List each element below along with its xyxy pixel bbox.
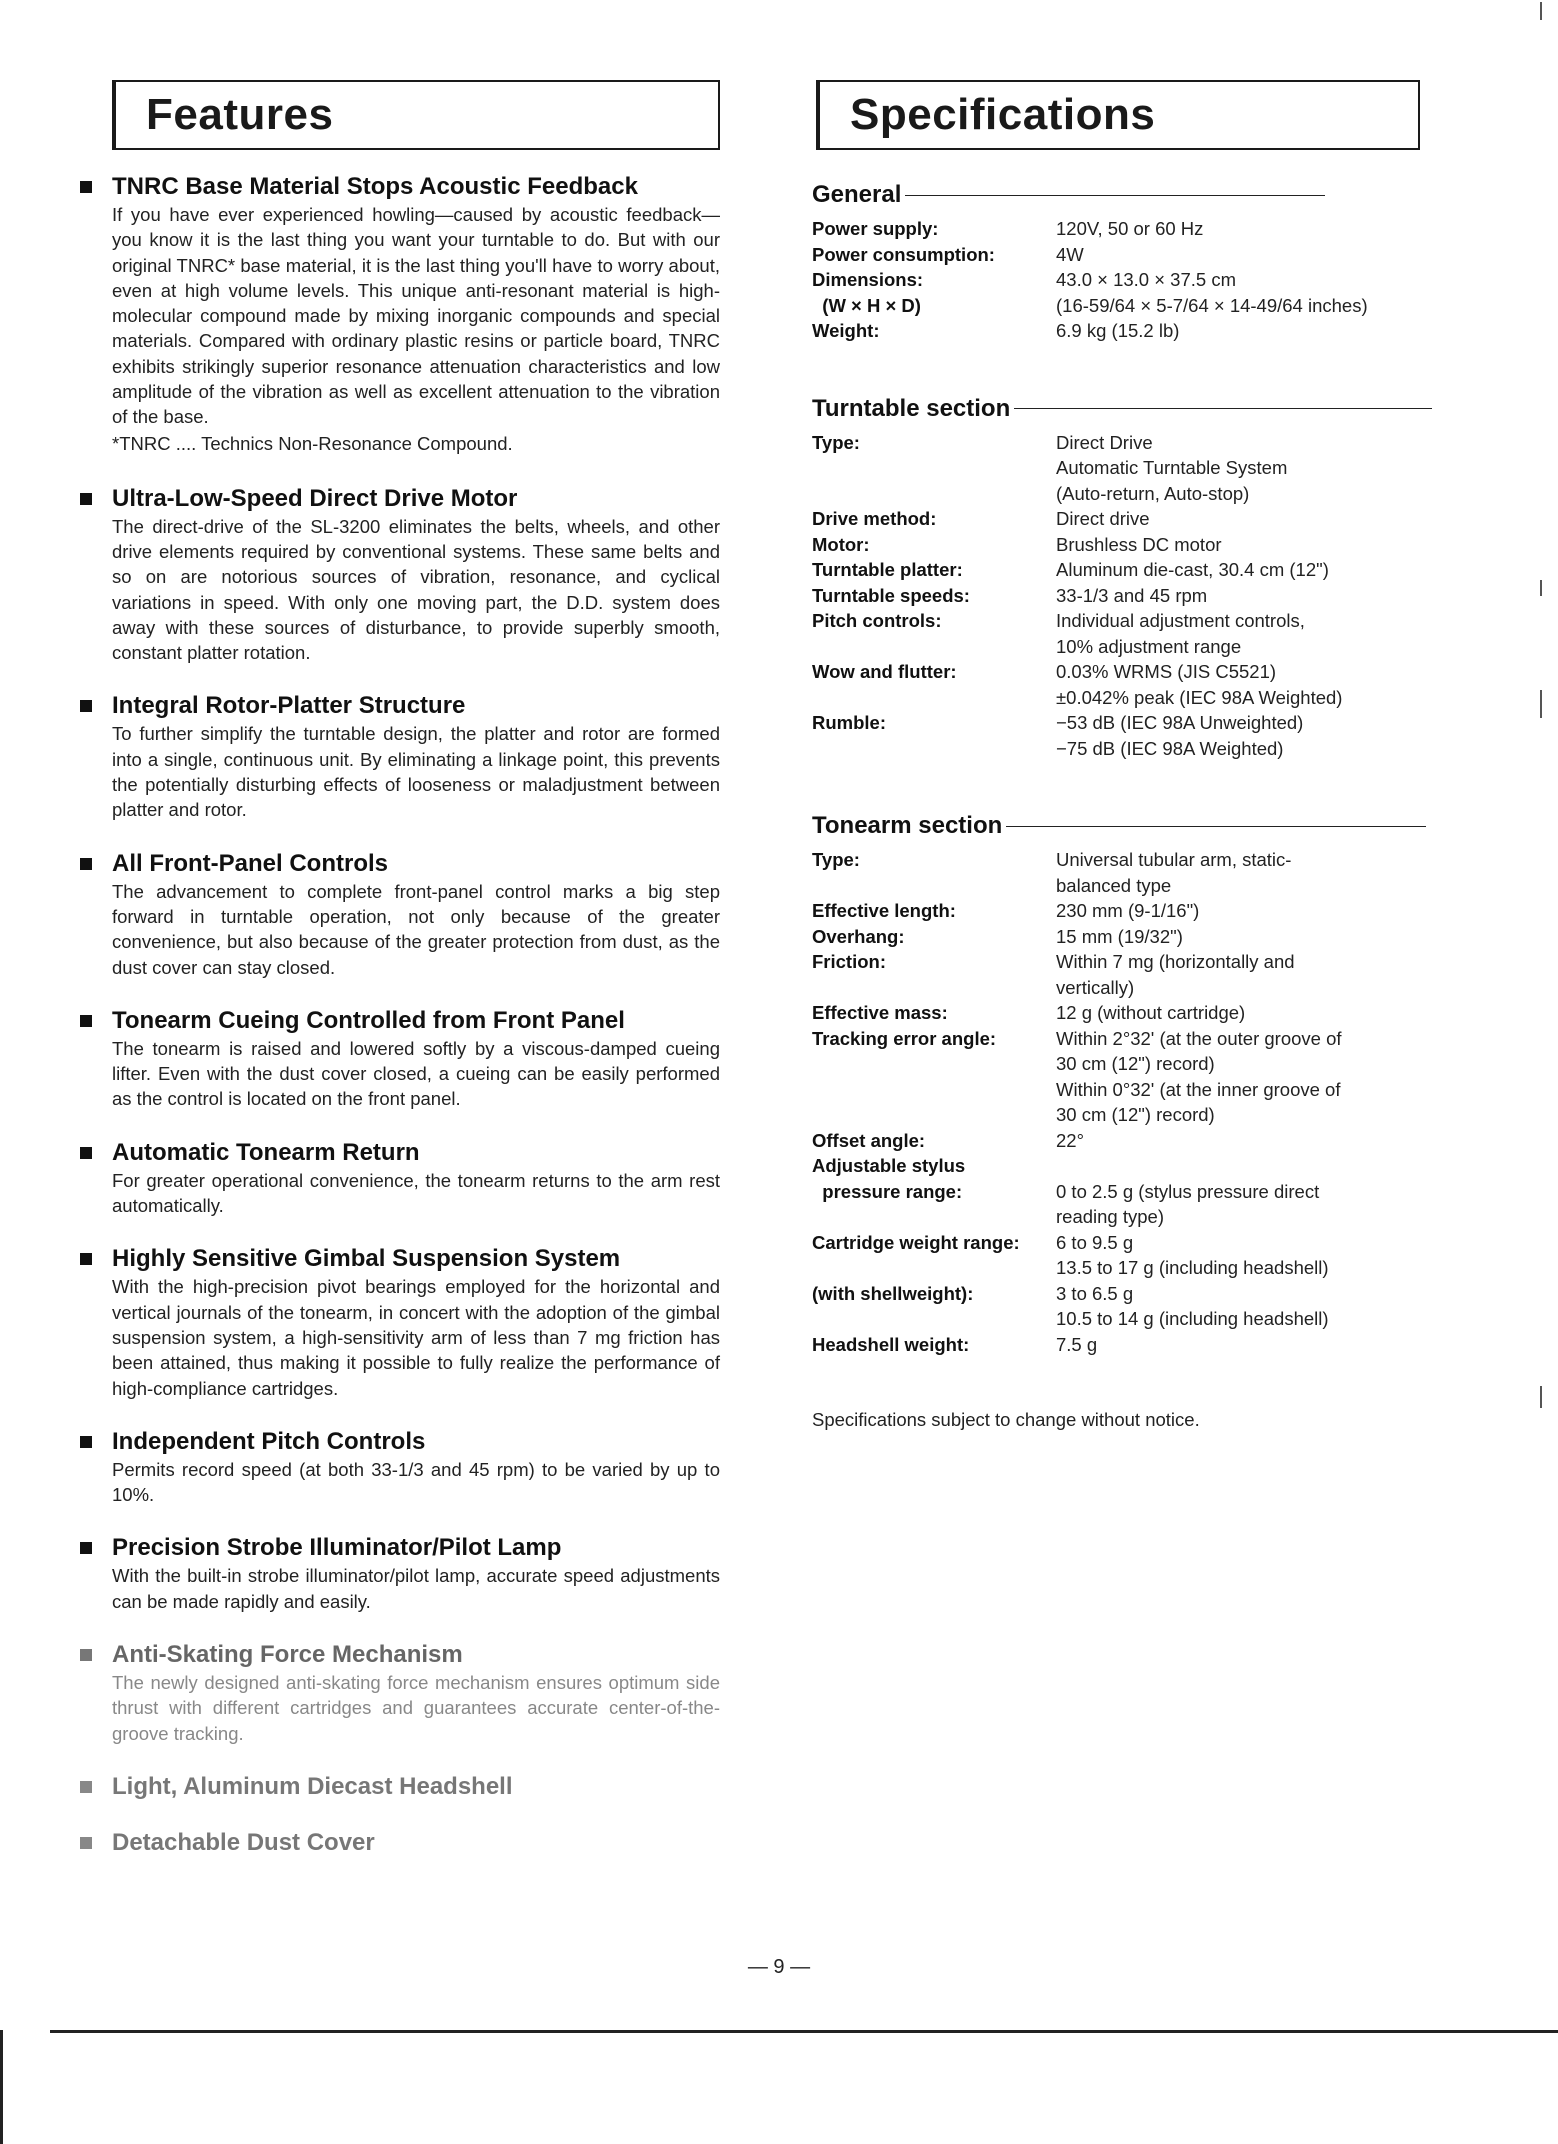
- spec-value: [1056, 847, 1432, 898]
- features-title: Features: [146, 90, 334, 139]
- spec-label: Drive method:: [812, 508, 937, 529]
- spec-label: Wow and flutter:: [812, 661, 957, 682]
- scan-mark: [1540, 2, 1542, 20]
- bullet-icon: [80, 1837, 92, 1849]
- scan-mark: [1540, 690, 1542, 718]
- spec-row: [812, 430, 1432, 507]
- spec-section-header: [812, 811, 1432, 841]
- feature-item: [80, 1640, 720, 1746]
- feature-item: [80, 1138, 720, 1219]
- feature-title: Ultra-Low-Speed Direct Drive Motor: [112, 484, 518, 512]
- bullet-icon: [80, 1649, 92, 1661]
- spec-label: Power supply:: [812, 218, 939, 239]
- spec-label: Power consumption:: [812, 243, 995, 265]
- bullet-icon: [80, 493, 92, 505]
- spec-row: [812, 1128, 1432, 1154]
- spec-row: [812, 1179, 1432, 1230]
- spec-value: [1056, 1026, 1432, 1128]
- feature-title: Integral Rotor-Platter Structure: [112, 692, 466, 720]
- spec-section: [812, 811, 1432, 1357]
- spec-value-line: 43.0 × 13.0 × 37.5 cm: [1056, 269, 1236, 290]
- spec-value-line: 0.03% WRMS (JIS C5521): [1056, 661, 1277, 682]
- feature-body: With the built-in strobe illuminator/pilot lamp, accurate speed adjustments can be made rapidly and easily.: [112, 1565, 720, 1612]
- feature-item: [80, 691, 720, 822]
- spec-label: Headshell weight:: [812, 1333, 970, 1355]
- spec-row: [812, 216, 1432, 242]
- spec-label: Dimensions:: [812, 269, 924, 290]
- feature-item: [80, 849, 720, 980]
- spec-label: Pitch controls:: [812, 610, 942, 631]
- spec-value-line: Within 2°32' (at the outer groove of: [1056, 1027, 1342, 1049]
- feature-body: Permits record speed (at both 33-1/3 and 45 rpm) to be varied by up to 10%.: [112, 1458, 720, 1506]
- bullet-icon: [80, 1542, 92, 1554]
- feature-item: [80, 1427, 720, 1508]
- spec-value-line: Brushless DC motor: [1056, 533, 1222, 555]
- spec-value-line: Automatic Turntable System: [1056, 457, 1288, 478]
- spec-row: [812, 1026, 1432, 1128]
- spec-value: [1056, 949, 1432, 1000]
- spec-row: [812, 318, 1432, 344]
- spec-value-line: (16-59/64 × 5-7/64 × 14-49/64 inches): [1056, 294, 1368, 316]
- spec-value-line: 6.9 kg (15.2 lb): [1056, 320, 1180, 341]
- spec-label: Rumble:: [812, 712, 886, 733]
- spec-row: [812, 847, 1432, 898]
- feature-item: [80, 172, 720, 458]
- spec-row: [812, 608, 1432, 659]
- spec-value: [1056, 216, 1432, 242]
- feature-title: Anti-Skating Force Mechanism: [112, 1640, 463, 1668]
- spec-row: [812, 659, 1432, 710]
- spec-value: [1056, 710, 1432, 761]
- feature-item: [80, 1772, 720, 1802]
- feature-item: [80, 1828, 720, 1858]
- spec-section: [812, 180, 1432, 344]
- spec-row: [812, 710, 1432, 761]
- spec-section-title: Tonearm section: [812, 812, 1003, 839]
- bullet-icon: [80, 1015, 92, 1027]
- spec-value-line: 33-1/3 and 45 rpm: [1056, 584, 1208, 606]
- spec-label: Overhang:: [812, 925, 905, 947]
- spec-value: [1056, 1128, 1432, 1154]
- spec-value-line: 7.5 g: [1056, 1333, 1098, 1355]
- spec-value-line: 12 g (without cartridge): [1056, 1002, 1246, 1023]
- feature-title: Automatic Tonearm Return: [112, 1138, 420, 1166]
- feature-body: If you have ever experienced howling—caused by acoustic feedback—you know it is the last thing you want your turntable to do. But with our original TNRC* base material, it is the last thing you'll have to worry about, even at high volume levels. This unique anti-resonant material is high-molecular compound made by mixing inorganic compounds and special materials. Compared with ordinary plastic resins or particle board, TNRC exhibits strikingly superior resonance attenuation characteristics and low amplitude of the vibration as well as excellent attenuation to the vibration of the base.: [112, 204, 720, 428]
- bullet-icon: [80, 1253, 92, 1265]
- spec-row: [812, 924, 1432, 950]
- feature-title: All Front-Panel Controls: [112, 849, 388, 877]
- spec-value-line: 120V, 50 or 60 Hz: [1056, 218, 1204, 239]
- spec-label: Effective length:: [812, 900, 956, 921]
- spec-value: [1056, 608, 1432, 659]
- feature-body: The tonearm is raised and lowered softly by a viscous-damped cueing lifter. Even with the dust cover closed, a cueing can be easily performed as the control is located on the front panel.: [112, 1037, 720, 1110]
- specifications-note: Specifications subject to change without notice.: [812, 1409, 1200, 1430]
- spec-section-header: [812, 180, 1432, 210]
- bullet-icon: [80, 1781, 92, 1793]
- spec-value-line: (Auto-return, Auto-stop): [1056, 482, 1250, 504]
- spec-label: Effective mass:: [812, 1002, 948, 1023]
- spec-row: [812, 506, 1432, 532]
- bullet-icon: [80, 700, 92, 712]
- spec-value: [1056, 1230, 1432, 1281]
- spec-value-line: ±0.042% peak (IEC 98A Weighted): [1056, 686, 1343, 708]
- spec-value-line: 10% adjustment range: [1056, 635, 1242, 657]
- spec-section-header: [812, 394, 1432, 424]
- bottom-divider: [50, 2030, 1558, 2033]
- scan-mark: [1540, 580, 1542, 596]
- spec-value: [1056, 659, 1432, 710]
- feature-item: [80, 484, 720, 666]
- spec-label: Cartridge weight range:: [812, 1231, 1020, 1253]
- spec-value-line: reading type): [1056, 1206, 1164, 1227]
- spec-value: [1056, 1000, 1432, 1026]
- spec-value-line: −53 dB (IEC 98A Unweighted): [1056, 712, 1304, 733]
- section-rule: [905, 195, 1325, 196]
- feature-title: Precision Strobe Illuminator/Pilot Lamp: [112, 1534, 562, 1562]
- bullet-icon: [80, 1436, 92, 1448]
- spec-value: [1056, 506, 1432, 532]
- scan-mark: [1540, 1386, 1542, 1408]
- spec-value-line: 6 to 9.5 g: [1056, 1231, 1134, 1253]
- spec-label: Offset angle:: [812, 1129, 926, 1151]
- feature-body: To further simplify the turntable design, the platter and rotor are formed into a single, continuous unit. By eliminating a linkage point, this prevents the potentially disturbing effects of looseness or maladjustment between platter and rotor.: [112, 723, 720, 821]
- left-divider: [0, 2030, 3, 2144]
- section-rule: [1014, 408, 1432, 409]
- spec-label: Friction:: [812, 951, 886, 972]
- specifications-list: [812, 180, 1432, 1433]
- spec-row: [812, 949, 1432, 1000]
- spec-value-line: 30 cm (12") record): [1056, 1104, 1215, 1125]
- spec-label: Weight:: [812, 320, 880, 341]
- specifications-title: Specifications: [850, 90, 1156, 139]
- spec-row: [812, 583, 1432, 609]
- spec-value-line: Aluminum die-cast, 30.4 cm (12"): [1056, 559, 1329, 580]
- spec-value-line: Within 0°32' (at the inner groove of: [1056, 1078, 1341, 1100]
- spec-value-line: 3 to 6.5 g: [1056, 1282, 1134, 1304]
- page-number: — 9 —: [747, 1956, 811, 1978]
- spec-label: Type:: [812, 849, 860, 870]
- spec-value-line: Direct drive: [1056, 508, 1150, 529]
- spec-section-title: General: [812, 181, 902, 208]
- spec-row: [812, 1000, 1432, 1026]
- spec-row: [812, 532, 1432, 558]
- spec-row: [812, 1153, 1432, 1179]
- feature-item: [80, 1244, 720, 1400]
- spec-value: [1056, 898, 1432, 924]
- feature-body: The newly designed anti-skating force mechanism ensures optimum side thrust with different cartridges and guarantees accurate center-of-the-groove tracking.: [112, 1671, 720, 1744]
- section-rule: [1006, 826, 1426, 827]
- feature-body: With the high-precision pivot bearings employed for the horizontal and vertical journals of the tonearm, in concert with the adoption of the gimbal suspension system, a high-sensitivity arm of less than 7 mg friction has been attained, thus making it possible to fully realize the performance of high-compliance cartridges.: [112, 1276, 720, 1399]
- spec-value-line: Within 7 mg (horizontally and: [1056, 951, 1295, 972]
- feature-title: Independent Pitch Controls: [112, 1427, 426, 1455]
- spec-value-line: balanced type: [1056, 874, 1172, 896]
- spec-label: (W × H × D): [812, 294, 921, 316]
- spec-value: [1056, 1281, 1432, 1332]
- spec-value: [1056, 1332, 1432, 1358]
- spec-value: [1056, 293, 1432, 319]
- spec-value: [1056, 532, 1432, 558]
- spec-row: [812, 898, 1432, 924]
- spec-value: [1056, 1153, 1432, 1179]
- spec-value-line: 0 to 2.5 g (stylus pressure direct: [1056, 1180, 1320, 1202]
- spec-label: pressure range:: [812, 1180, 963, 1202]
- bullet-icon: [80, 858, 92, 870]
- spec-value-line: 13.5 to 17 g (including headshell): [1056, 1257, 1329, 1278]
- spec-row: [812, 267, 1432, 293]
- spec-value-line: 22°: [1056, 1129, 1084, 1151]
- spec-value-line: 4W: [1056, 243, 1084, 265]
- specifications-header: [816, 80, 1420, 150]
- spec-value: [1056, 583, 1432, 609]
- feature-title: Tonearm Cueing Controlled from Front Panel: [112, 1006, 625, 1034]
- spec-value-line: Direct Drive: [1056, 431, 1153, 453]
- feature-item: [80, 1006, 720, 1112]
- spec-row: [812, 293, 1432, 319]
- spec-label: Type:: [812, 431, 860, 453]
- feature-title: TNRC Base Material Stops Acoustic Feedback: [112, 173, 638, 200]
- feature-body: The direct-drive of the SL-3200 eliminates the belts, wheels, and other drive elements required by conventional systems. These same belts and so on are notorious sources of vibration, resonance, and cyclical variations in speed. With only one moving part, the D.D. system does away with these sources of disturbance, to provide superbly smooth, constant platter rotation.: [112, 515, 720, 664]
- feature-title: Detachable Dust Cover: [112, 1828, 375, 1856]
- features-header: [112, 80, 720, 150]
- spec-label: Motor:: [812, 533, 870, 555]
- feature-title: Light, Aluminum Diecast Headshell: [112, 1772, 513, 1800]
- spec-value-line: Individual adjustment controls,: [1056, 610, 1305, 631]
- spec-label: Tracking error angle:: [812, 1027, 997, 1049]
- feature-body: For greater operational convenience, the tonearm returns to the arm rest automatically.: [112, 1169, 720, 1217]
- spec-value-line: 10.5 to 14 g (including headshell): [1056, 1308, 1329, 1329]
- bullet-icon: [80, 181, 92, 193]
- spec-value: [1056, 1179, 1432, 1230]
- spec-label: Adjustable stylus: [812, 1155, 966, 1176]
- spec-value-line: 230 mm (9-1/16"): [1056, 900, 1200, 921]
- spec-label: Turntable speeds:: [812, 584, 970, 606]
- spec-value-line: 30 cm (12") record): [1056, 1053, 1215, 1074]
- feature-item: [80, 1533, 720, 1614]
- spec-value: [1056, 924, 1432, 950]
- spec-row: [812, 1281, 1432, 1332]
- spec-label: Turntable platter:: [812, 559, 963, 580]
- spec-value: [1056, 267, 1432, 293]
- spec-value: [1056, 557, 1432, 583]
- bullet-icon: [80, 1147, 92, 1159]
- spec-value: [1056, 318, 1432, 344]
- spec-value: [1056, 242, 1432, 268]
- spec-section-title: Turntable section: [812, 394, 1011, 422]
- feature-body: The advancement to complete front-panel control marks a big step forward in turntable operation, not only because of the greater convenience, but also because of the greater protection from dust, as the dust cover can stay closed.: [112, 880, 720, 978]
- features-list: [80, 172, 720, 1884]
- spec-row: [812, 1230, 1432, 1281]
- spec-row: [812, 242, 1432, 268]
- spec-value-line: −75 dB (IEC 98A Weighted): [1056, 737, 1284, 759]
- spec-value-line: vertically): [1056, 976, 1135, 998]
- spec-value-line: 15 mm (19/32"): [1056, 925, 1183, 947]
- feature-footnote: *TNRC .... Technics Non-Resonance Compound.: [112, 432, 513, 454]
- spec-value: [1056, 430, 1432, 507]
- spec-section: [812, 394, 1432, 762]
- spec-row: [812, 1332, 1432, 1358]
- spec-value-line: Universal tubular arm, static-: [1056, 849, 1292, 870]
- feature-title: Highly Sensitive Gimbal Suspension System: [112, 1245, 621, 1273]
- spec-row: [812, 557, 1432, 583]
- spec-label: (with shellweight):: [812, 1282, 974, 1304]
